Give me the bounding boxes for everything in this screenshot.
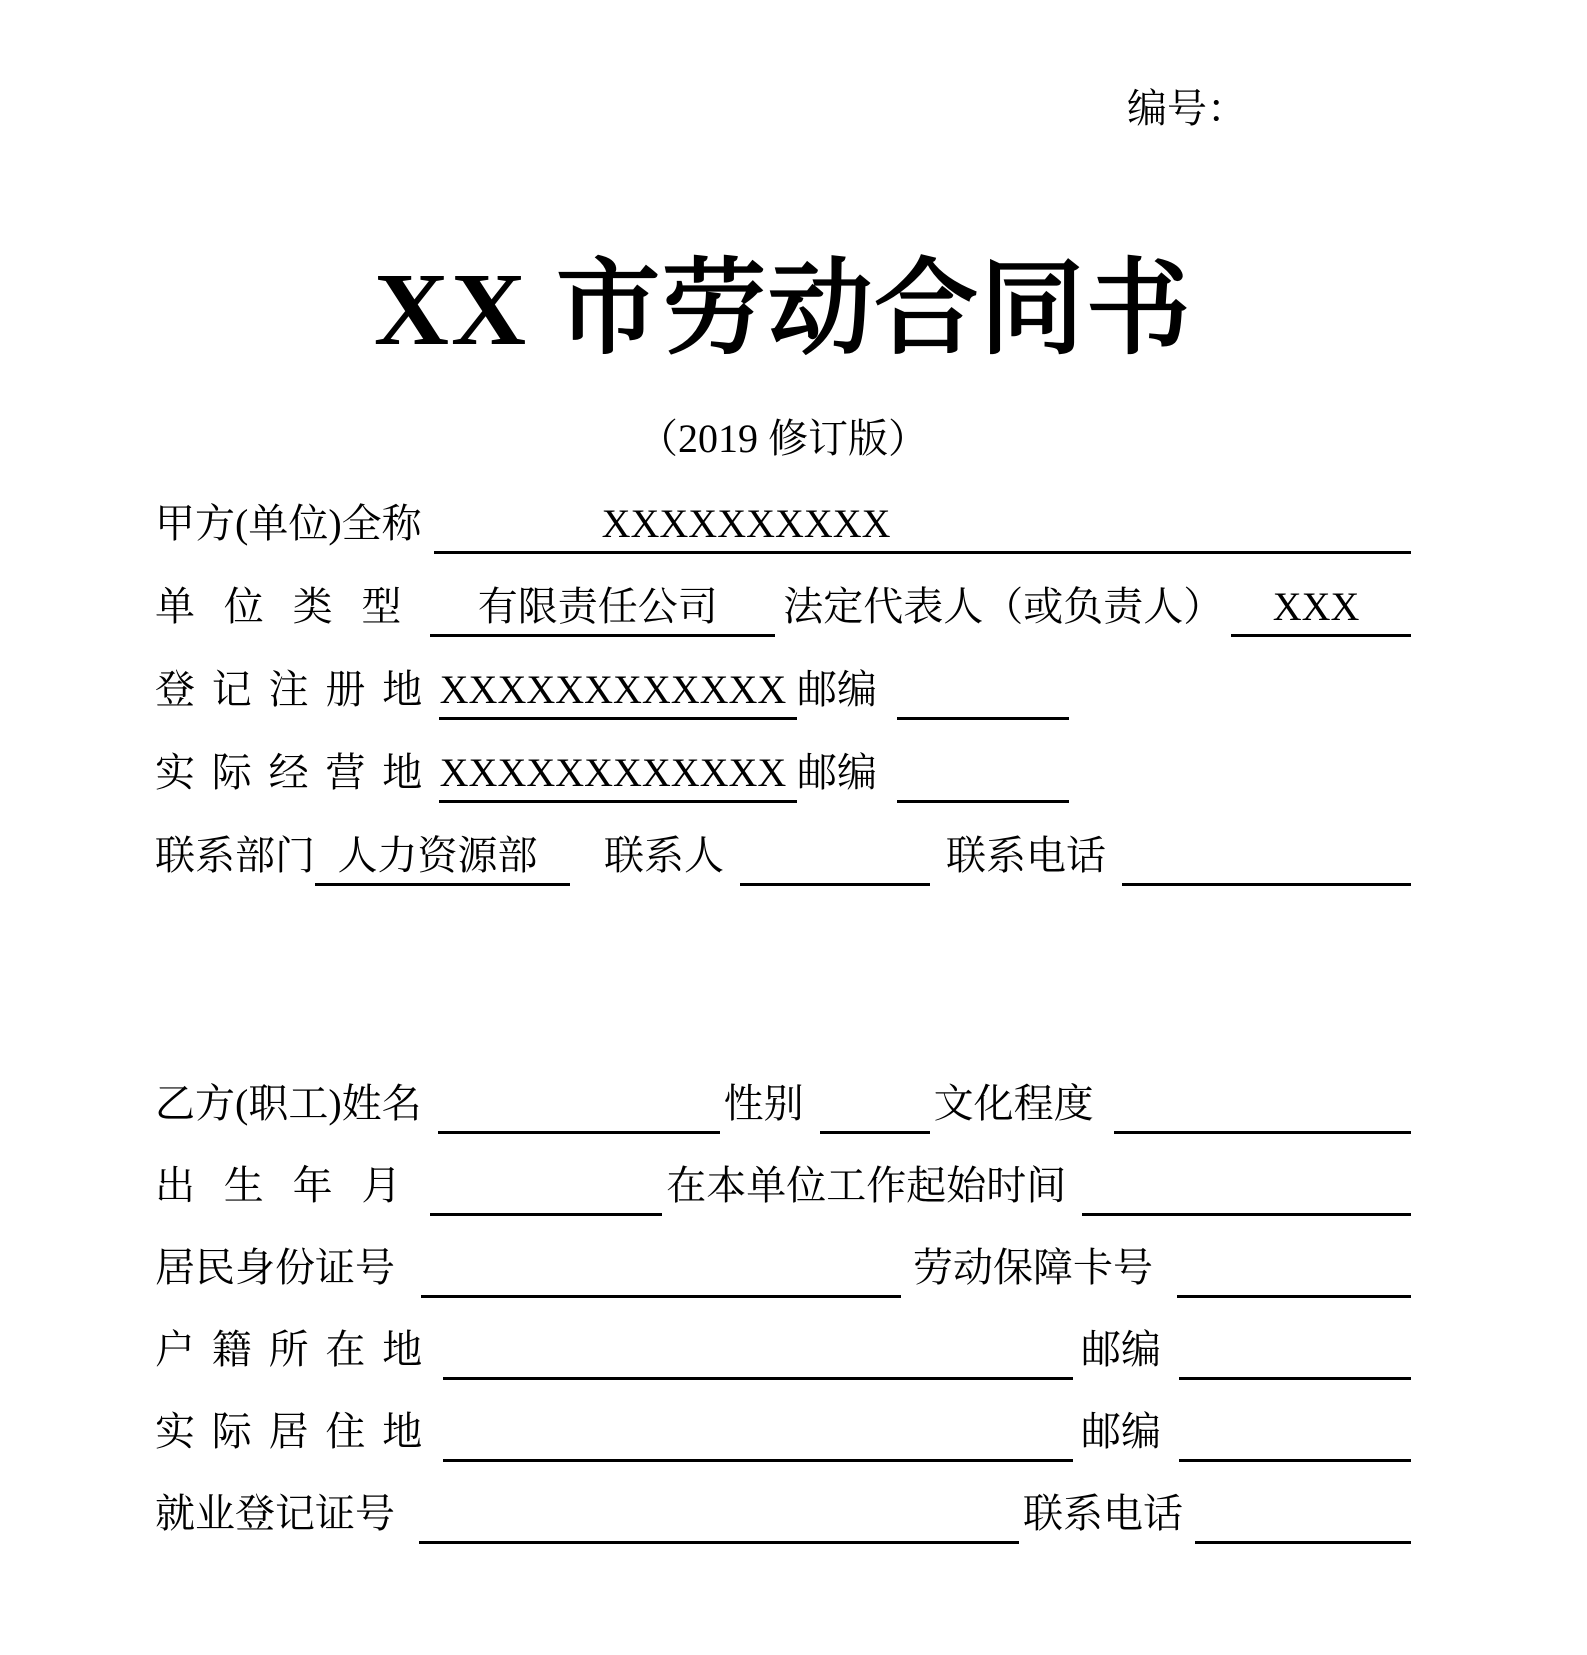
business-postcode-field [897,752,1069,803]
residence-address-label: 实际居住地 [155,1409,439,1454]
contract-title: XX 市劳动合同书 [373,252,1193,367]
unit-type-field: 有限责任公司 [430,586,775,637]
id-number-field [421,1247,901,1298]
contact-phone-label: 联系电话 [946,833,1106,878]
business-address-field: XXXXXXXXXXXX [439,752,797,803]
registered-address-field: XXXXXXXXXXXX [439,669,797,720]
employee-name-label: 乙方(职工)姓名 [155,1081,422,1126]
form-row-employee-name [155,1081,1411,1126]
form-row-business-address [155,750,1411,795]
gender-field [820,1083,930,1134]
household-address-field [443,1329,1073,1380]
labor-card-field [1177,1247,1411,1298]
postcode-label: 邮编 [1081,1327,1161,1372]
work-start-label: 在本单位工作起始时间 [666,1163,1067,1208]
form-row-contacts [155,833,1411,878]
labor-card-label: 劳动保障卡号 [913,1245,1153,1290]
employment-cert-field [419,1493,1019,1544]
form-row-id-number [155,1245,1411,1290]
contact-person-label: 联系人 [604,833,724,878]
serial-number-row [155,88,1411,130]
contact-dept-label: 联系部门 [155,833,315,878]
contact-phone-field [1122,835,1411,886]
company-name-label: 甲方(单位)全称 [155,501,422,546]
postcode-label: 邮编 [797,750,877,795]
birth-date-label: 出生年月 [155,1163,431,1208]
form-row-company-name [155,501,1411,546]
party-a-section [155,501,1411,878]
gender-label: 性别 [723,1081,804,1126]
legal-rep-label: 法定代表人（或负责人） [783,584,1224,629]
form-row-birth-date [155,1163,1411,1208]
form-row-employment-cert [155,1491,1411,1536]
legal-rep-field: XXX [1231,586,1411,637]
employment-cert-label: 就业登记证号 [155,1491,395,1536]
business-address-label: 实际经营地 [155,750,439,795]
contract-edition: （2019 修订版） [638,416,928,461]
contract-page [0,86,1587,1536]
residence-postcode-field [1179,1411,1411,1462]
form-row-residence-address [155,1409,1411,1454]
birth-date-field [430,1165,662,1216]
unit-type-label: 单位类型 [155,584,431,629]
contact-dept-field: 人力资源部 [315,835,570,886]
postcode-label: 邮编 [1081,1409,1161,1454]
registered-postcode-field [897,669,1069,720]
education-label: 文化程度 [933,1081,1094,1126]
education-field [1114,1083,1411,1134]
postcode-label: 邮编 [797,667,877,712]
registered-address-label: 登记注册地 [155,667,439,712]
household-address-label: 户籍所在地 [155,1327,439,1372]
employee-phone-field [1195,1493,1411,1544]
contact-phone-label: 联系电话 [1023,1491,1183,1536]
company-name-field: XXXXXXXXXX [434,503,1411,554]
residence-address-field [443,1411,1073,1462]
serial-number-label: 编号： [1127,86,1247,131]
id-number-label: 居民身份证号 [155,1245,395,1290]
work-start-field [1082,1165,1411,1216]
party-b-section [155,1081,1411,1536]
form-row-unit-type [155,584,1411,629]
form-row-registered-address [155,667,1411,712]
household-postcode-field [1179,1329,1411,1380]
form-row-household-address [155,1327,1411,1372]
contact-person-field [740,835,930,886]
employee-name-field [438,1083,720,1134]
